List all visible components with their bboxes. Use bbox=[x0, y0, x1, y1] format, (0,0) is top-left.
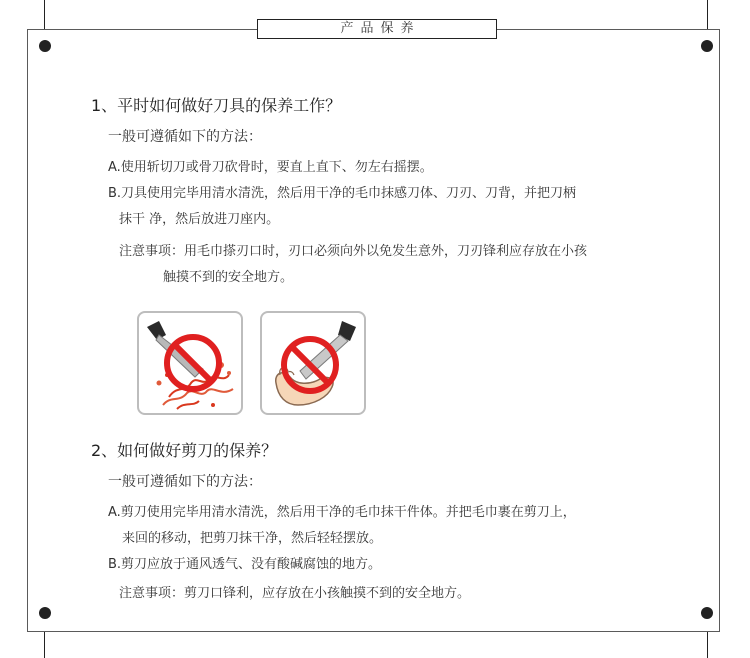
section2-heading: 2、如何做好剪刀的保养？ bbox=[91, 441, 278, 460]
corner-line-bottom-left bbox=[44, 632, 45, 658]
corner-line-top-left bbox=[44, 0, 45, 29]
section1-note-line2: 触摸不到的安全地方。 bbox=[163, 270, 294, 285]
section2-note: 注意事项：剪刀口锋利，应存放在小孩触摸不到的安全地方。 bbox=[119, 586, 471, 601]
section1-item-a: A.使用斩切刀或骨刀砍骨时，要直上直下、勿左右摇摆。 bbox=[108, 160, 433, 175]
corner-dot-bottom-left bbox=[39, 607, 51, 619]
page-title-box bbox=[257, 19, 497, 39]
corner-line-bottom-right bbox=[707, 632, 708, 658]
section1-note-line1: 注意事项：用毛巾搽刃口时，刃口必须向外以免发生意外，刀刃锋利应存放在小孩 bbox=[119, 244, 588, 259]
section1-heading: 1、平时如何做好刀具的保养工作？ bbox=[91, 96, 342, 115]
section2-item-a-line2: 来回的移动，把剪刀抹干净，然后轻轻摆放。 bbox=[122, 531, 383, 546]
no-touch-blade-illustration bbox=[260, 311, 366, 415]
no-chopping-icon bbox=[139, 313, 241, 413]
section1-item-b-line2: 抹干 净，然后放进刀座内。 bbox=[119, 212, 280, 227]
section2-item-b: B.剪刀应放于通风透气、没有酸碱腐蚀的地方。 bbox=[108, 557, 382, 572]
no-chopping-illustration bbox=[137, 311, 243, 415]
corner-dot-bottom-right bbox=[701, 607, 713, 619]
corner-line-top-right bbox=[707, 0, 708, 29]
section1-intro: 一般可遵循如下的方法： bbox=[108, 129, 262, 145]
section2-item-a-line1: A.剪刀使用完毕用清水清洗，然后用干净的毛巾抹干件体。并把毛巾裹在剪刀上， bbox=[108, 505, 576, 520]
corner-dot-top-left bbox=[39, 40, 51, 52]
no-touch-blade-icon bbox=[262, 313, 364, 413]
corner-dot-top-right bbox=[701, 40, 713, 52]
page-title: 产品保养 bbox=[340, 21, 421, 36]
section1-item-b-line1: B.刀具使用完毕用清水清洗，然后用干净的毛巾抹感刀体、刀刃、刀背，并把刀柄 bbox=[108, 186, 577, 201]
section2-intro: 一般可遵循如下的方法： bbox=[108, 474, 262, 490]
